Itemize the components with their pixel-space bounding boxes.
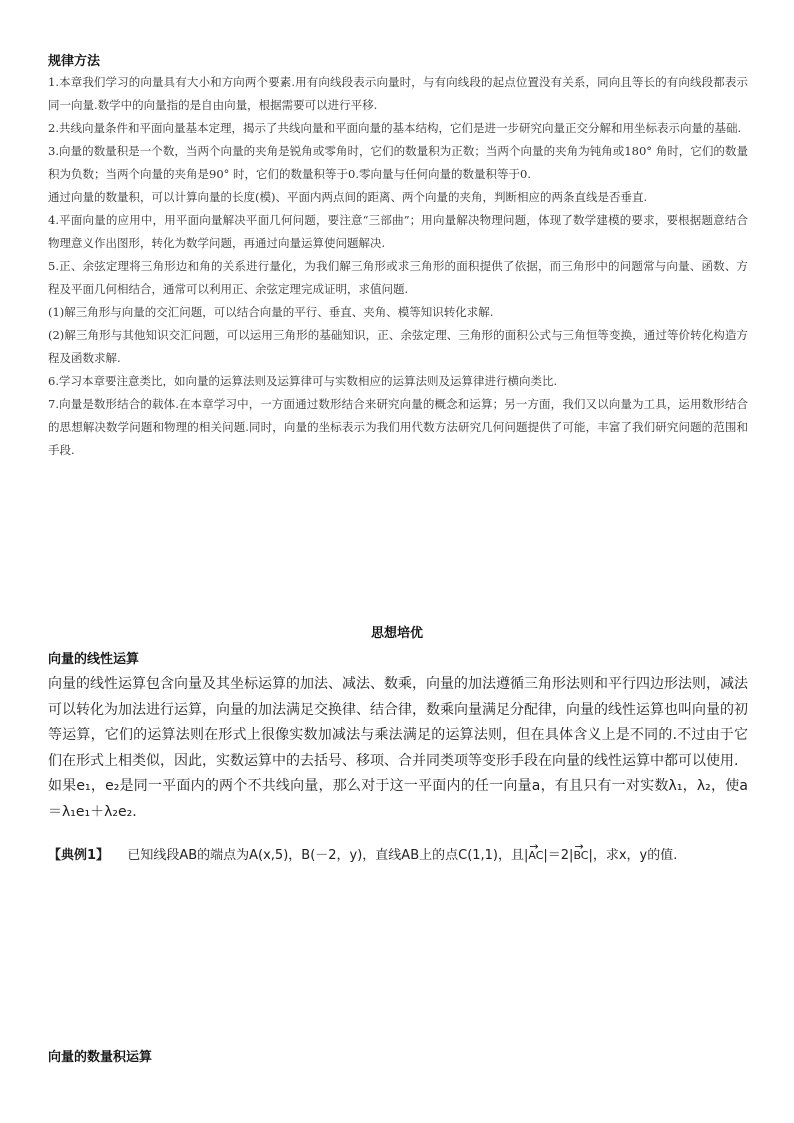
example-text-after: |，求x，y的值.: [588, 848, 678, 863]
method-item-5: 5.正、余弦定理将三角形边和角的关系进行量化，为我们解三角形或求三角形的面积提供了依据，而三角形中的问题常与向量、函数、方程及平面几何相结合，通常可以利用正、余弦定理完成证明，求值问题.: [48, 259, 748, 296]
linear-ops-text: [48, 672, 748, 825]
vector-ac: → AC: [528, 844, 543, 868]
basis-theorem-paragraph: 如果e₁，e₂是同一平面内的两个不共线向量，那么对于这一平面内的任一向量a，有且只有一对实数λ₁，λ₂，使a＝λ₁e₁＋λ₂e₂.: [48, 778, 748, 820]
example-label: 【典例1】: [48, 848, 110, 863]
example-1: [48, 844, 768, 868]
section-title-thinking: 思想培优: [370, 626, 423, 641]
method-item-7: 7.向量是数形结合的载体.在本章学习中，一方面通过数形结合来研究向量的概念和运算；另一方面，我们又以向量为工具，运用数形结合的思想解决数学问题和物理的相关问题.同时，向量的坐标表示为我们用代数方法研究几何问题提供了可能，丰富了我们研究问题的范围和手段.: [48, 397, 748, 457]
method-item-5-1: (1)解三角形与向量的交汇问题，可以结合向量的平行、垂直、夹角、模等知识转化求解.: [48, 305, 494, 319]
method-item-3: 3.向量的数量积是一个数，当两个向量的夹角是锐角或零角时，它们的数量积为正数；当两个向量的夹角为钝角或180° 角时，它们的数量积为负数；当两个向量的夹角是90° 时，它们的数量积等于0.零向量与任何向量的数量积等于0.: [48, 144, 748, 181]
method-item-2: 2.共线向量条件和平面向量基本定理，揭示了共线向量和平面向量的基本结构，它们是进一步研究向量正交分解和用坐标表示向量的基础.: [48, 121, 742, 135]
methods-list: [48, 71, 748, 462]
example-text-before: 已知线段AB的端点为A(x,5)，B(－2，y)，直线AB上的点C(1,1)，且|: [127, 848, 529, 863]
method-item-5-2: (2)解三角形与其他知识交汇问题，可以运用三角形的基础知识，正、余弦定理、三角形的面积公式与三角恒等变换，通过等价转化构造方程及函数求解.: [48, 328, 748, 365]
vector-bc: → BC: [573, 844, 588, 868]
method-item-3-note: 通过向量的数量积，可以计算向量的长度(模)、平面内两点间的距离、两个向量的夹角，判断相应的两条直线是否垂直.: [48, 190, 648, 204]
subsection-title-linear: 向量的线性运算: [48, 652, 140, 667]
linear-ops-paragraph: 向量的线性运算包含向量及其坐标运算的加法、减法、数乘，向量的加法遵循三角形法则和平行四边形法则，减法可以转化为加法进行运算，向量的加法满足交换律、结合律，数乘向量满足分配律，向量的线性运算也叫向量的初等运算，它们的运算法则在形式上很像实数加减法与乘法满足的运算法则，但在具体含义上是不同的.不过由于它们在形式上相类似，因此，实数运算中的去括号、移项、合并同类项等变形手段在向量的线性运算中都可以使用.: [48, 676, 748, 769]
example-text-mid: |＝2|: [543, 848, 574, 863]
method-item-6: 6.学习本章要注意类比，如向量的运算法则及运算律可与实数相应的运算法则及运算律进行横向类比.: [48, 374, 558, 388]
subsection-title-dot-product: 向量的数量积运算: [48, 1050, 153, 1065]
method-item-4: 4.平面向量的应用中，用平面向量解决平面几何问题，要注意“三部曲”；用向量解决物理问题，体现了数学建模的要求，要根据题意结合物理意义作出图形，转化为数学问题，再通过向量运算使问题解决.: [48, 213, 748, 250]
section-title-methods: 规律方法: [48, 54, 101, 69]
method-item-1: 1.本章我们学习的向量具有大小和方向两个要素.用有向线段表示向量时，与有向线段的起点位置没有关系，同向且等长的有向线段都表示同一向量.数学中的向量指的是自由向量，根据需要可以进行平移.: [48, 75, 748, 112]
